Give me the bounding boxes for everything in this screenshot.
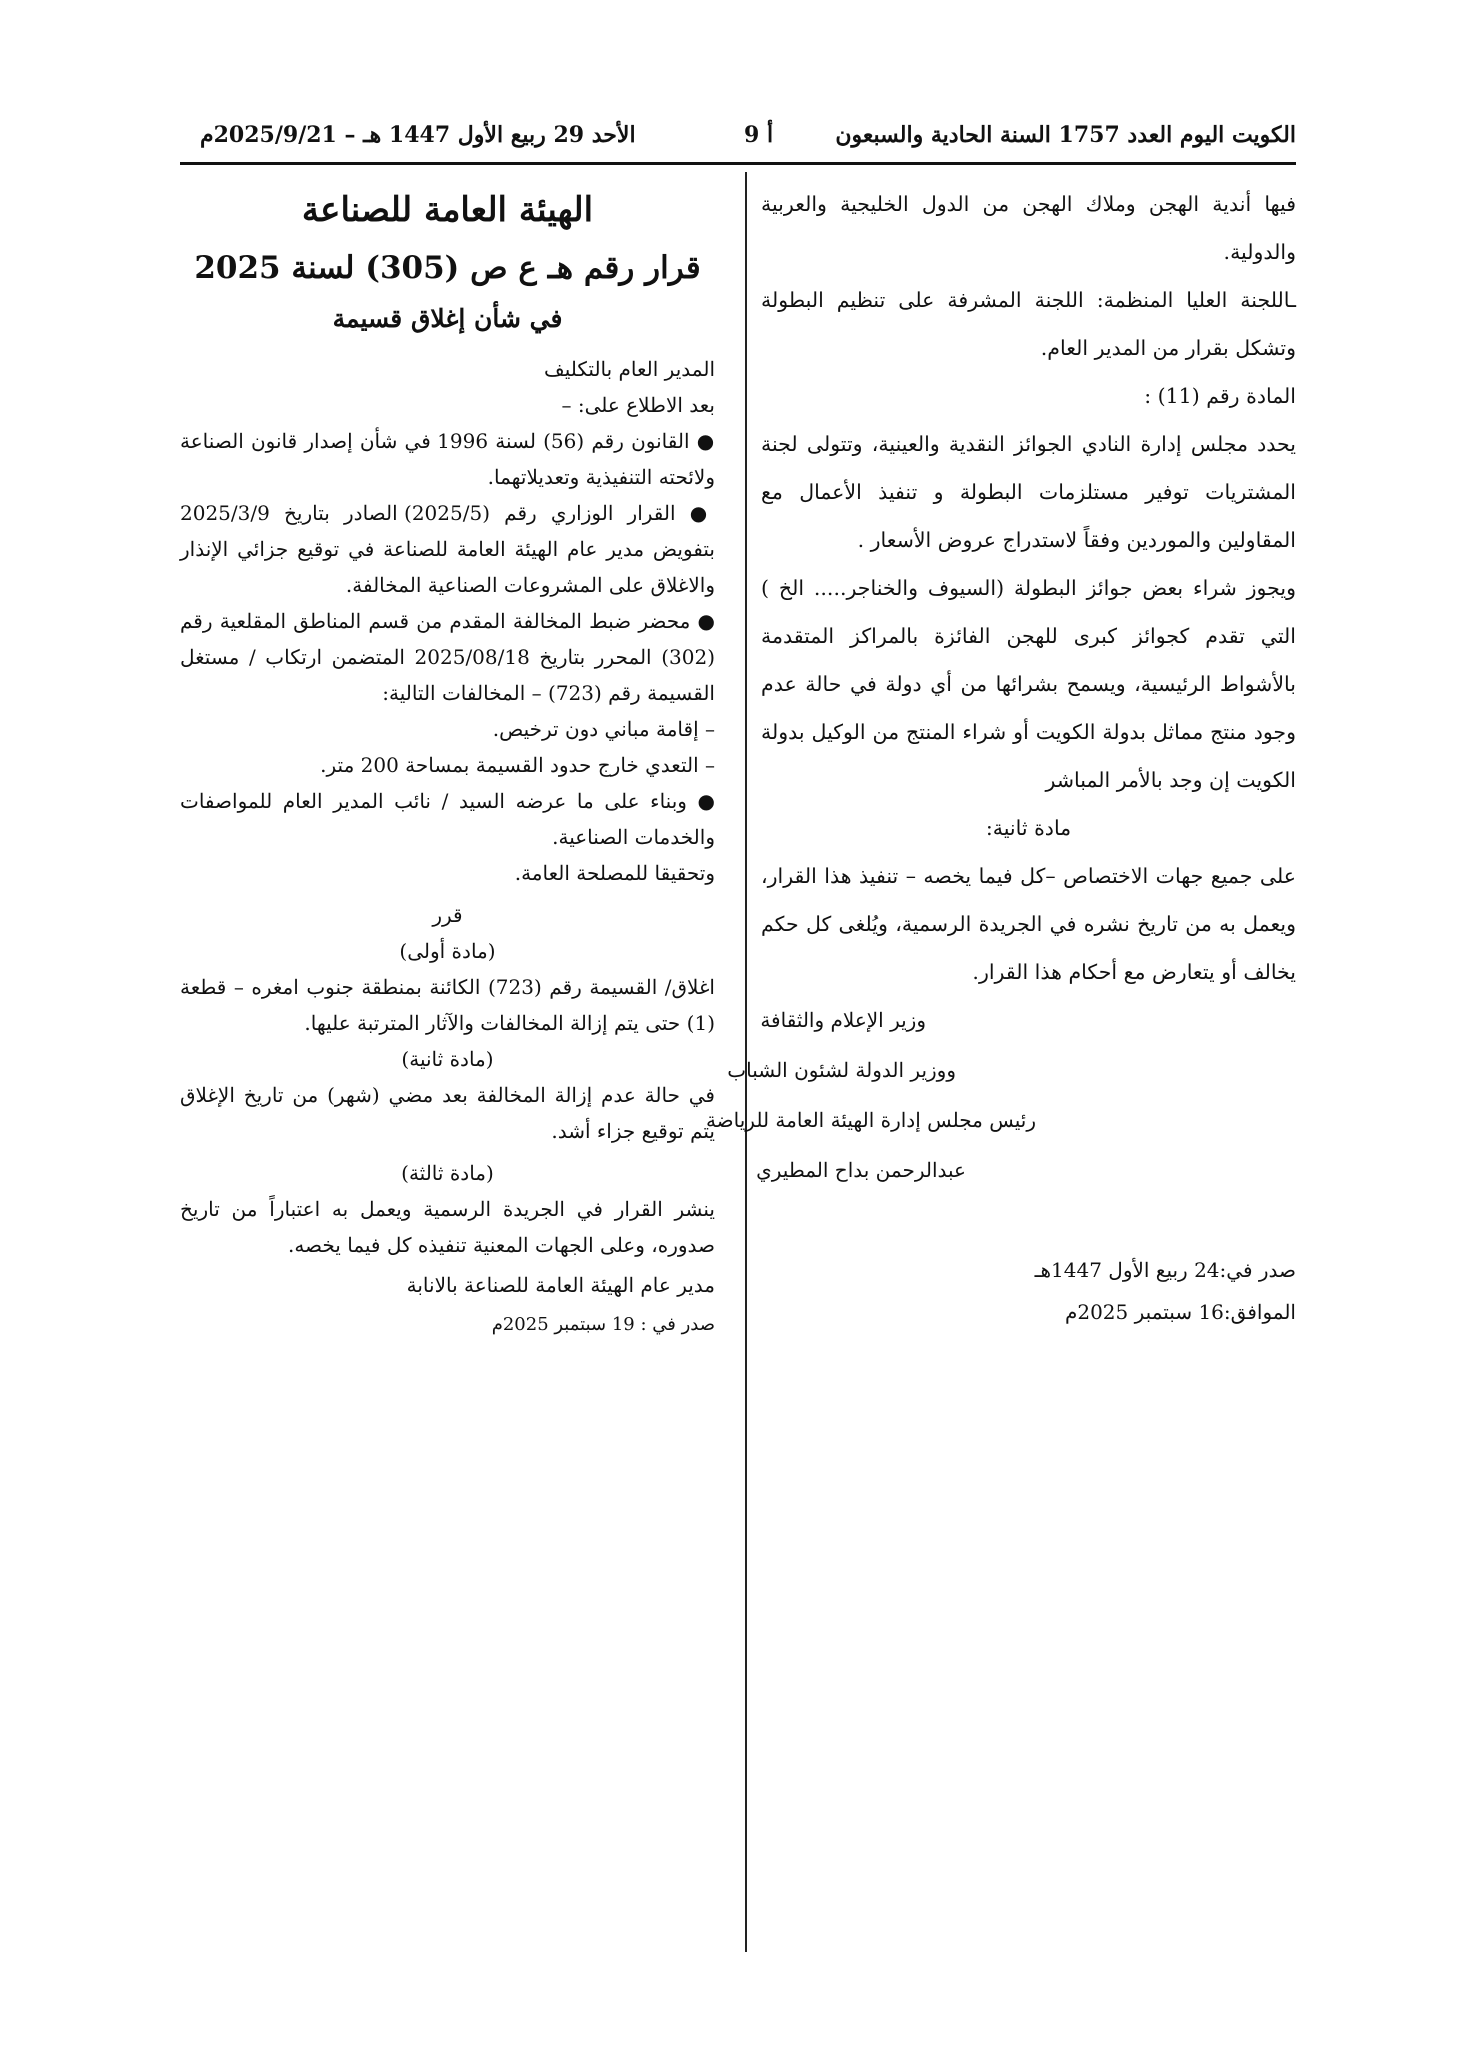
- right-paragraph-3: يحدد مجلس إدارة النادي الجوائز النقدية والعينية، وتتولى لجنة المشتريات توفير مستلزمات البطولة و تنفيذ الأعمال مع المقاولين والموردين وفقاً لاستدراج عروض الأسعار .: [761, 432, 1296, 552]
- article-1-heading: (مادة أولى): [399, 939, 496, 963]
- signature-line-4: عبدالرحمن بداح المطيري: [756, 1158, 966, 1182]
- article-2-heading: مادة ثانية:: [985, 816, 1072, 840]
- issued-hijri: صدر في:24 ربيع الأول 1447هـ: [1034, 1258, 1296, 1282]
- decided-heading: قرر: [432, 903, 463, 927]
- issuer-role: المدير العام بالتكليف: [544, 357, 715, 381]
- article-11-heading: المادة رقم (11) :: [1144, 384, 1296, 408]
- preamble-bullet-2: ● القرار الوزاري رقم (2025/5) الصادر بتاريخ 2025/3/9 بتفويض مدير عام الهيئة العامة للصناعة في توقيع جزائي الإنذار والاغلاق على المشروعات الصناعية المخالفة.: [180, 501, 715, 597]
- article-2-text: في حالة عدم إزالة المخالفة بعد مضي (شهر) من تاريخ الإغلاق يتم توقيع جزاء أشد.: [180, 1083, 715, 1143]
- decision-subject: في شأن إغلاق قسيمة: [332, 304, 563, 333]
- header-issue-info: الكويت اليوم العدد 1757 السنة الحادية والسبعون: [835, 122, 1296, 148]
- article-3-text: ينشر القرار في الجريدة الرسمية ويعمل به اعتباراً من تاريخ صدوره، وعلى الجهات المعنية تنفيذه كل فيما يخصه.: [180, 1197, 715, 1257]
- article-2-heading-left: (مادة ثانية): [401, 1047, 494, 1071]
- left-column: [180, 185, 715, 1343]
- preamble-bullet-4: ● وبناء على ما عرضه السيد / نائب المدير العام للمواصفات والخدمات الصناعية.: [180, 789, 715, 849]
- signature-line-2: ووزير الدولة لشئون الشباب: [727, 1058, 956, 1082]
- signature-line-1: وزير الإعلام والثقافة: [760, 1008, 926, 1032]
- header-date: الأحد 29 ربيع الأول 1447 هـ – 2025/9/21م: [200, 122, 636, 148]
- preamble-bullet-1: ● القانون رقم (56) لسنة 1996 في شأن إصدار قانون الصناعة ولائحته التنفيذية وتعديلاتهما.: [180, 429, 715, 489]
- signature-line-3: رئيس مجلس إدارة الهيئة العامة للرياضة: [705, 1108, 1036, 1132]
- right-paragraph-1: فيها أندية الهجن وملاك الهجن من الدول الخليجية والعربية والدولية.: [761, 192, 1296, 264]
- right-paragraph-5: على جميع جهات الاختصاص –كل فيما يخصه – تنفيذ هذا القرار، ويعمل به من تاريخ نشره في الجريدة الرسمية، ويُلغى كل حكم يخالف أو يتعارض مع أحكام هذا القرار.: [761, 864, 1296, 984]
- right-column: [761, 180, 1296, 996]
- preamble-bullet-3: ● محضر ضبط المخالفة المقدم من قسم المناطق المقلعية رقم (302) المحرر بتاريخ 2025/08/18 المتضمن ارتكاب / مستغل القسيمة رقم (723) – المخالفات التالية:: [180, 609, 715, 705]
- header-page-number: أ 9: [744, 122, 774, 148]
- public-interest: وتحقيقا للمصلحة العامة.: [514, 861, 715, 885]
- decision-number: قرار رقم هـ ع ص (305) لسنة 2025: [194, 250, 701, 286]
- article-1-text: اغلاق/ القسيمة رقم (723) الكائنة بمنطقة جنوب امغره – قطعة (1) حتى يتم إزالة المخالفات والآثار المترتبة عليها.: [180, 975, 715, 1035]
- left-issued-date: صدر في : 19 سبتمبر 2025م: [491, 1314, 715, 1335]
- right-paragraph-2: ـاللجنة العليا المنظمة: اللجنة المشرفة على تنظيم البطولة وتشكل بقرار من المدير العام.: [761, 288, 1296, 360]
- right-paragraph-4: ويجوز شراء بعض جوائز البطولة (السيوف والخناجر..... الخ ) التي تقدم كجوائز كبرى للهجن الفائزة بالمراكز المتقدمة بالأشواط الرئيسية، ويسمح بشرائها من أي دولة في حالة عدم وجود منتج مماثل بدولة الكويت أو شراء المنتج من الوكيل بدولة الكويت إن وجد بالأمر المباشر: [761, 576, 1296, 792]
- header-rule: [180, 162, 1296, 165]
- article-3-heading: (مادة ثالثة): [401, 1161, 494, 1185]
- authority-title: الهيئة العامة للصناعة: [301, 190, 594, 230]
- preamble-intro: بعد الاطلاع على: –: [561, 393, 715, 417]
- signatory: مدير عام الهيئة العامة للصناعة بالانابة: [406, 1273, 715, 1297]
- issued-gregorian: الموافق:16 سبتمبر 2025م: [1064, 1300, 1296, 1324]
- violation-1: – إقامة مباني دون ترخيص.: [492, 717, 715, 741]
- violation-2: – التعدي خارج حدود القسيمة بمساحة 200 متر.: [320, 753, 715, 777]
